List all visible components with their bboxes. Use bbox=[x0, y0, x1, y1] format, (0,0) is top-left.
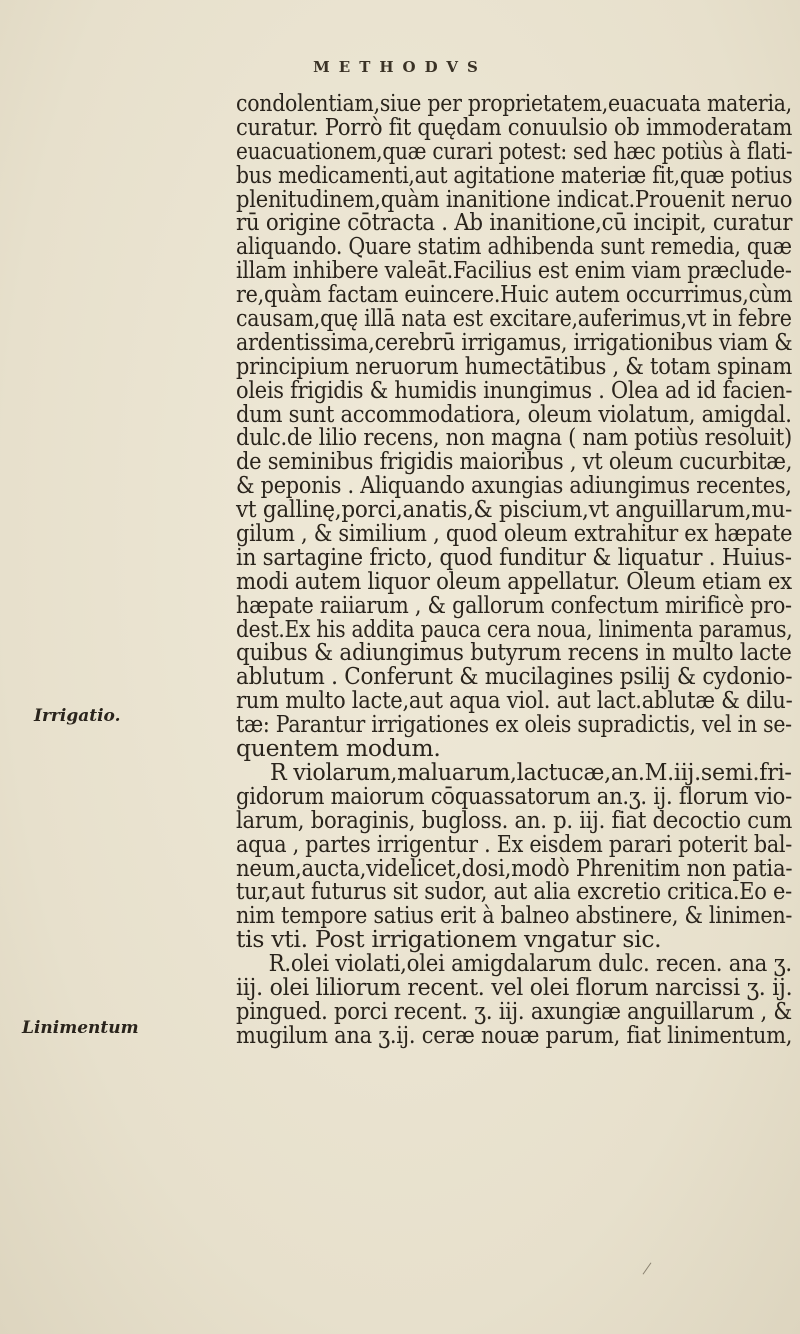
text-line: causam,quę illā nata est excitare,auferimus,vt in febre bbox=[236, 304, 792, 333]
text-line: oleis frigidis & humidis inungimus . Olea ad id facien- bbox=[236, 375, 793, 404]
text-line: condolentiam,siue per proprietatem,euacuata materia, bbox=[236, 89, 792, 117]
ink-mark bbox=[643, 1262, 652, 1274]
text-line: principium neruorum humectātibus , & totam spinam bbox=[236, 351, 792, 380]
text-line: rū origine cōtracta . Ab inanitione,cū incipit, curatur bbox=[236, 208, 793, 237]
text-line: curatur. Porrò fit quędam conuulsio ob immoderatam bbox=[236, 112, 793, 141]
margin-note-irrigatio: Irrigatio. bbox=[34, 706, 121, 726]
text-line: tæ: Parantur irrigationes ex oleis supradictis, vel in se- bbox=[236, 710, 792, 739]
text-line: bus medicamenti,aut agitatione materiæ fit,quæ potius bbox=[236, 160, 793, 189]
text-line: nim tempore satius erit à balneo abstinere, & linimen- bbox=[236, 901, 793, 930]
body-text bbox=[236, 89, 796, 1049]
text-line: dum sunt accommodatiora, oleum violatum, amigdal. bbox=[236, 399, 792, 428]
text-line: gidorum maiorum cōquassatorum an.ʒ. ij. florum vio- bbox=[236, 781, 792, 810]
text-line: aliquando. Quare statim adhibenda sunt remedia, quæ bbox=[236, 232, 792, 261]
text-line: illam inhibere valeāt.Facilius est enim viam præclude- bbox=[236, 256, 792, 285]
text-line: in sartagine fricto, quod funditur & liquatur . Huius- bbox=[236, 542, 792, 571]
text-line: rum multo lacte,aut aqua viol. aut lact.ablutæ & dilu- bbox=[236, 686, 793, 715]
text-line: quentem modum. bbox=[236, 734, 441, 763]
text-line: R violarum,maluarum,lactucæ,an.M.iij.semi.fri- bbox=[270, 757, 792, 786]
text-line: hæpate raiiarum , & gallorum confectum mirificè pro- bbox=[236, 590, 792, 619]
text-line: iij. olei liliorum recent. vel olei florum narcissi ʒ. ij. bbox=[236, 972, 793, 1001]
text-line: tis vti. Post irrigationem vngatur sic. bbox=[236, 925, 662, 954]
text-line: ablutum . Conferunt & mucilagines psilij & cydonio- bbox=[236, 662, 793, 691]
text-line: quibus & adiungimus butyrum recens in multo lacte bbox=[236, 638, 792, 667]
text-line: re,quàm factam euincere.Huic autem occurrimus,cùm bbox=[236, 280, 793, 309]
text-line: ardentissima,cerebrū irrigamus, irrigationibus viam & bbox=[236, 327, 793, 356]
text-line: neum,aucta,videlicet,dosi,modò Phrenitim non patia- bbox=[236, 853, 793, 882]
text-line: tur,aut futurus sit sudor, aut alia excretio critica.Eo e- bbox=[236, 877, 792, 906]
text-line: aqua , partes irrigentur . Ex eisdem parari poterit bal- bbox=[236, 829, 793, 858]
text-line: larum, boraginis, bugloss. an. p. iij. fiat decoctio cum bbox=[236, 805, 792, 834]
text-line: R.olei violati,olei amigdalarum dulc. recen. ana ʒ. bbox=[268, 949, 792, 978]
text-line: & peponis . Aliquando axungias adiungimus recentes, bbox=[236, 471, 792, 500]
text-line: modi autem liquor oleum appellatur. Oleum etiam ex bbox=[236, 566, 792, 595]
text-line: mugilum ana ʒ.ij. ceræ nouæ parum, fiat linimentum, bbox=[236, 1020, 793, 1049]
running-header: METHODVS bbox=[313, 58, 487, 76]
text-line: pingued. porci recent. ʒ. iij. axungiæ anguillarum , & bbox=[236, 996, 792, 1025]
text-line: dest.Ex his addita pauca cera noua, linimenta paramus, bbox=[236, 614, 793, 643]
text-line: vt gallinę,porci,anatis,& piscium,vt anguillarum,mu- bbox=[236, 495, 793, 524]
text-line: plenitudinem,quàm inanitione indicat.Prouenit neruo bbox=[236, 184, 793, 213]
text-line: dulc.de lilio recens, non magna ( nam potiùs resoluit) bbox=[236, 423, 792, 452]
text-line: gilum , & similium , quod oleum extrahitur ex hæpate bbox=[236, 519, 793, 548]
margin-note-linimentum: Linimentum bbox=[22, 1018, 139, 1038]
text-line: de seminibus frigidis maioribus , vt oleum cucurbitæ, bbox=[236, 447, 793, 476]
text-line: euacuationem,quæ curari potest: sed hæc potiùs à flati- bbox=[236, 136, 793, 165]
